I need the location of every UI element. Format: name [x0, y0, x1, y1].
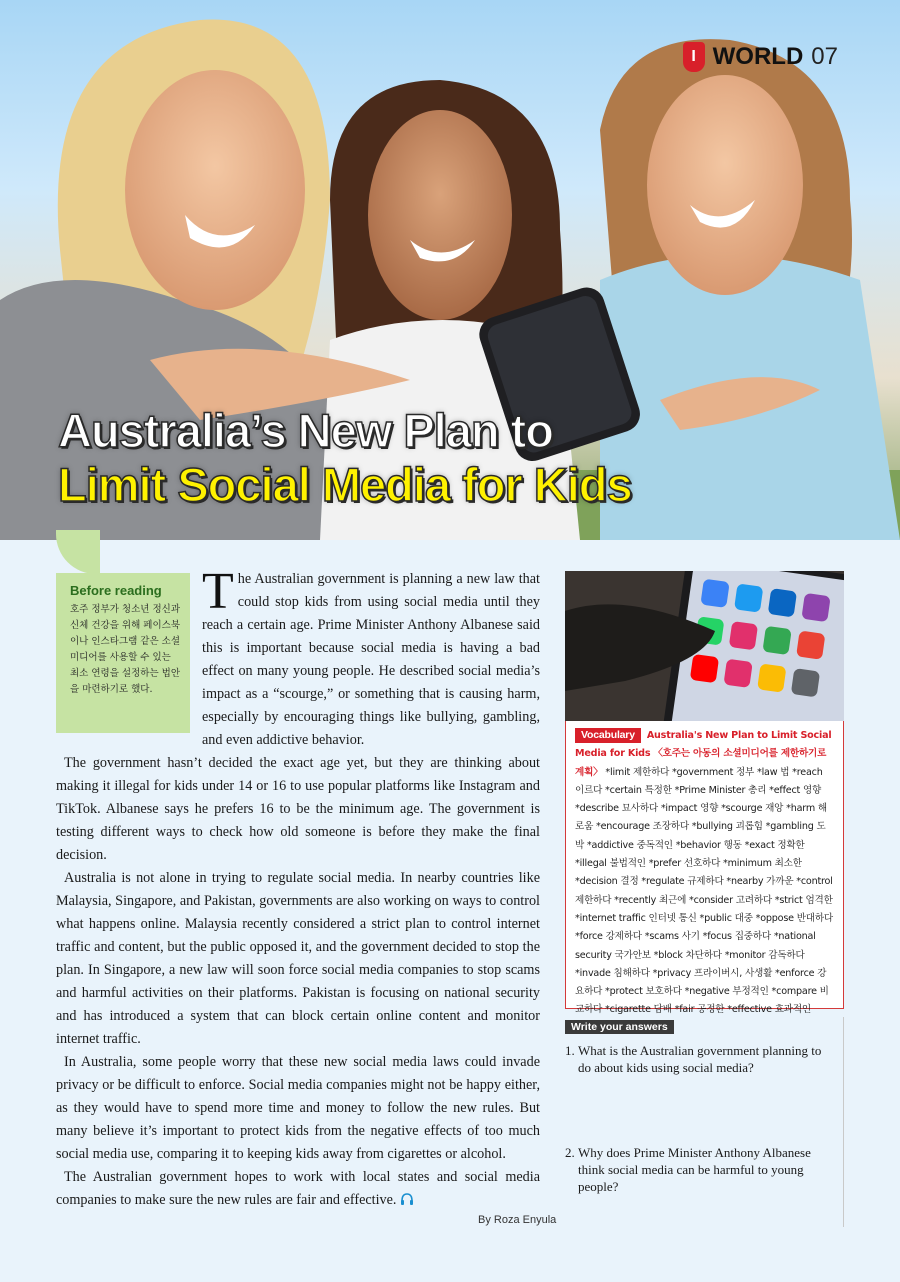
- before-reading-title: Before reading: [70, 583, 162, 598]
- question-2-number: 2.: [565, 1145, 575, 1160]
- headline-line1: Australia’s New Plan to: [58, 404, 554, 457]
- drop-cap: T: [202, 563, 234, 620]
- hand-badge-icon: I: [683, 42, 705, 72]
- section-name: WORLD: [712, 43, 804, 70]
- article-paragraph-3: Australia is not alone in trying to regulate social media. In nearby countries like Malaysia, Singapore, and Pakistan, governments are also working on ways to control what happens online. Malaysia recently considered a strict plan to control internet traffic and content, but the public opposed it, and the government decided to stop the plan. In Singapore, a new law will soon force social media companies to stop scams and harmful activities on their platforms. Pakistan is focusing on national security and has introduced a system that can block certain online content and monitor internet traffic.: [56, 870, 540, 1047]
- byline: By Roza Enyula: [478, 1214, 557, 1226]
- article-paragraph-4: In Australia, some people worry that these new social media laws could invade privacy or be difficult to enforce. Social media companies might not be happy either, as they would have to spend more time and money to follow the new rules. But many believe it’s important to protect kids from the negative effects of too much social media use, comparing it to keeping kids away from cigarettes or alcohol.: [56, 1054, 540, 1162]
- vocabulary-title-korean: 〈호주는 아동의 소셜미디어를 제한하기로 계획〉: [575, 748, 827, 778]
- headline-line2: Limit Social Media for Kids: [58, 458, 632, 511]
- headphones-icon[interactable]: [400, 1193, 414, 1205]
- article-paragraph-5: [56, 1166, 540, 1212]
- answers-section: [565, 1017, 844, 1227]
- article-paragraph-5-text: The Australian government hopes to work with local states and social media companies to make sure the new rules are fair and effective.: [56, 1169, 540, 1208]
- before-reading-text: 호주 정부가 청소년 정신과 신체 건강을 위해 페이스북이나 인스타그램 같은 소셜미디어를 사용할 수 있는 최소 연령을 설정하는 법안을 마련하기로 했다.: [70, 604, 181, 695]
- phone-apps-photo: [565, 571, 844, 721]
- article-paragraph-2: The government hasn’t decided the exact age yet, but they are thinking about making it illegal for kids under 14 or 16 to use popular platforms like Instagram and TikTok. Albanese says he prefers 16 to be the minimum age. The government is testing different ways to check how old someone is before they make the final decision.: [56, 755, 540, 863]
- phone-apps-illustration: [565, 571, 844, 721]
- headline: [58, 404, 632, 512]
- hero-photo: [0, 0, 900, 540]
- question-1: [565, 1042, 827, 1076]
- question-2-text: Why does Prime Minister Anthony Albanese think social media can be harmful to young people?: [578, 1145, 811, 1194]
- article-lead: [202, 563, 540, 752]
- answers-label: Write your answers: [565, 1020, 674, 1034]
- section-tag: [683, 42, 838, 72]
- page-number: 07: [811, 43, 838, 70]
- vocabulary-box: [565, 721, 844, 1016]
- vocabulary-entries: *limit 제한하다 *government 정부 *law 법 *reach 이르다 *certain 특정한 *Prime Minister 총리 *effect 영향 *describe 묘사하다 *impact 영향 *scourge 재앙 *harm 해로움 *encourage 조장하다 *bullying 괴롭힘 *gambling 도박 *addictive 중독적인 *behavior 행동 *exact 정확한 *illegal 불법적인 *prefer 선호하다 *minimum 최소한 *decision 결정 *regulate 규제하다 *nearby 가까운 *control 제한하다 *recently 최근에 *consider 고려하다 *strict 엄격한 *internet traffic 인터넷 통신 *public 대중 *oppose 반대하다 *force 강제하다 *scams 사기 *focus 집중하다 *national security 국가안보 *block 차단하다 *monitor 감독하다 *invade 침해하다 *privacy 프라이버시, 사생활 *enforce 강요하다 *protect 보호하다 *negative 부정적인 *compare 비교하다 *cigarette 담배 *fair 공정한 *effective 효과적인: [575, 766, 833, 1016]
- vocabulary-label: Vocabulary: [575, 728, 641, 743]
- question-2: [565, 1144, 827, 1195]
- article-paragraph-1: he Australian government is planning a new law that could stop kids from using social media until they reach a certain age. Prime Minister Anthony Albanese said this is important because social media is having a bad effect on many young people. He described social media’s impact as a “scourge,” or something that is causing harm, especially by encouraging things like bullying, gambling, and even addictive behavior.: [202, 571, 540, 748]
- article-body: [56, 563, 540, 1212]
- question-1-text: What is the Australian government planning to do about kids using social media?: [578, 1043, 822, 1075]
- vocabulary-title: Australia's New Plan to Limit Social Media for Kids: [575, 730, 832, 760]
- question-1-number: 1.: [565, 1043, 575, 1058]
